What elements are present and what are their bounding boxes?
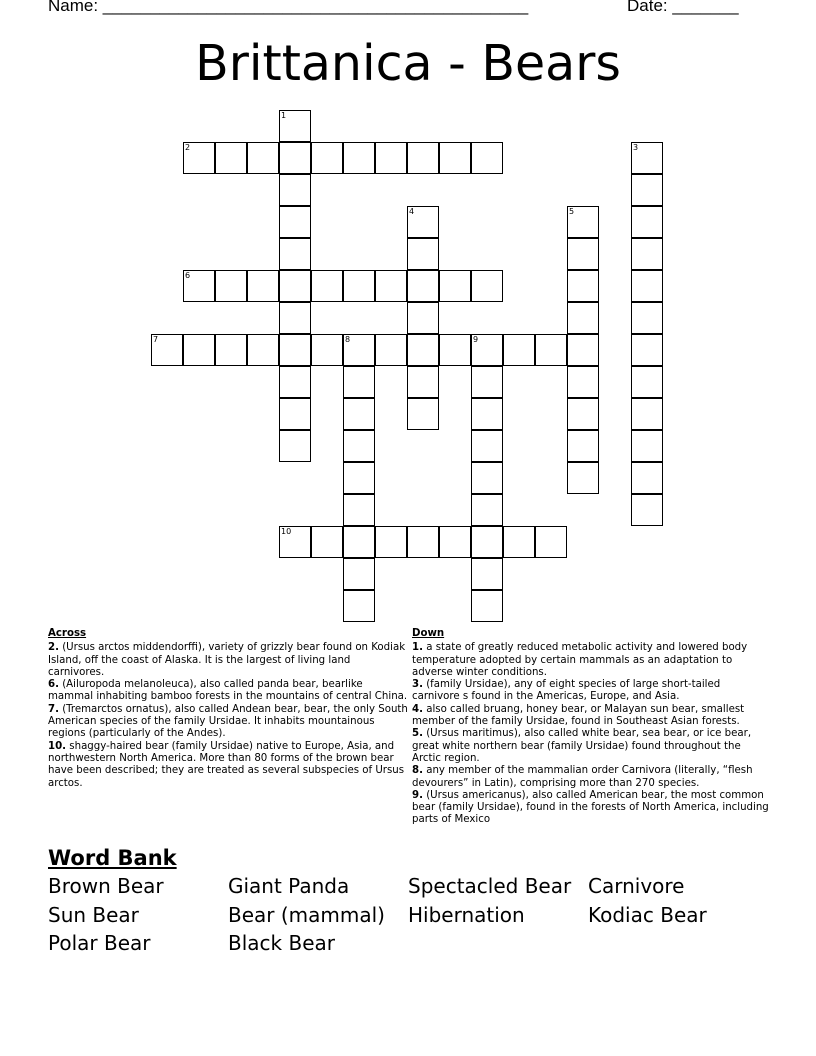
word-bank-item: Giant Panda bbox=[228, 874, 350, 898]
clue-number: 10 bbox=[281, 527, 292, 536]
grid-cell[interactable] bbox=[503, 334, 535, 366]
clue-number-label: 4. bbox=[412, 703, 423, 715]
across-clue bbox=[48, 642, 408, 679]
across-clue-list bbox=[48, 642, 408, 790]
grid-cell[interactable] bbox=[343, 462, 375, 494]
grid-cell[interactable] bbox=[471, 430, 503, 462]
down-clue bbox=[412, 679, 770, 704]
name-field[interactable]: Name: _____________________________________________ bbox=[48, 0, 529, 15]
clue-number-label: 8. bbox=[412, 765, 423, 777]
grid-cell[interactable] bbox=[279, 526, 311, 558]
grid-cell[interactable] bbox=[343, 526, 375, 558]
grid-cell[interactable] bbox=[279, 334, 311, 366]
grid-cell[interactable] bbox=[631, 302, 663, 334]
across-clue bbox=[48, 679, 408, 704]
down-clues bbox=[412, 628, 770, 827]
grid-cell[interactable] bbox=[279, 142, 311, 174]
grid-cell[interactable] bbox=[247, 334, 279, 366]
across-clue bbox=[48, 741, 408, 790]
grid-cell[interactable] bbox=[311, 526, 343, 558]
grid-cell[interactable] bbox=[343, 494, 375, 526]
grid-cell[interactable] bbox=[567, 238, 599, 270]
down-clue bbox=[412, 704, 770, 729]
grid-cell[interactable] bbox=[311, 142, 343, 174]
clue-number-label: 10. bbox=[48, 740, 67, 752]
grid-cell[interactable] bbox=[535, 334, 567, 366]
grid-cell[interactable] bbox=[567, 366, 599, 398]
grid-cell[interactable] bbox=[183, 142, 215, 174]
grid-cell[interactable] bbox=[567, 430, 599, 462]
date-field[interactable]: Date: _______ bbox=[627, 0, 739, 15]
clue-number: 6 bbox=[185, 271, 191, 280]
grid-cell[interactable] bbox=[567, 302, 599, 334]
grid-cell[interactable] bbox=[375, 334, 407, 366]
grid-cell[interactable] bbox=[279, 238, 311, 270]
grid-cell[interactable] bbox=[407, 270, 439, 302]
clue-text: (Ailuropoda melanoleuca), also called panda bear, bearlike mammal inhabiting bamboo forests in the mountains of central China. bbox=[48, 679, 408, 703]
clue-number-label: 6. bbox=[48, 679, 59, 691]
grid-cell[interactable] bbox=[471, 558, 503, 590]
down-clue-list bbox=[412, 642, 770, 826]
page-title: Brittanica - Bears bbox=[195, 35, 621, 92]
clue-number-label: 7. bbox=[48, 703, 59, 715]
clue-number: 5 bbox=[569, 207, 575, 216]
grid-cell[interactable] bbox=[279, 110, 311, 142]
clue-text: (Ursus americanus), also called American bear, the most common bear (family Ursidae), found in the forests of North America, including parts of Mexico bbox=[412, 789, 769, 826]
grid-cell[interactable] bbox=[279, 398, 311, 430]
grid-cell[interactable] bbox=[471, 270, 503, 302]
grid-cell[interactable] bbox=[311, 270, 343, 302]
grid-cell[interactable] bbox=[567, 334, 599, 366]
grid-cell[interactable] bbox=[407, 366, 439, 398]
grid-cell[interactable] bbox=[439, 142, 471, 174]
grid-cell[interactable] bbox=[279, 302, 311, 334]
grid-cell[interactable] bbox=[247, 270, 279, 302]
grid-cell[interactable] bbox=[343, 366, 375, 398]
grid-cell[interactable] bbox=[407, 334, 439, 366]
clue-number: 9 bbox=[473, 335, 479, 344]
grid-cell[interactable] bbox=[279, 206, 311, 238]
grid-cell[interactable] bbox=[567, 398, 599, 430]
grid-cell[interactable] bbox=[439, 270, 471, 302]
word-bank-item: Kodiac Bear bbox=[588, 902, 707, 927]
word-bank-item: Carnivore bbox=[588, 874, 685, 898]
clue-text: also called bruang, honey bear, or Malayan sun bear, smallest member of the family Ursidae, found in Southeast Asian forests. bbox=[412, 703, 745, 728]
grid-cell[interactable] bbox=[343, 558, 375, 590]
across-clue bbox=[48, 704, 408, 741]
grid-cell[interactable] bbox=[471, 334, 503, 366]
across-heading: Across bbox=[48, 628, 87, 639]
grid-cell[interactable] bbox=[343, 398, 375, 430]
word-bank bbox=[48, 872, 768, 958]
grid-cell[interactable] bbox=[439, 526, 471, 558]
clue-text: (family Ursidae), any of eight species of large short-tailed carnivore s found in the Americas, Europe, and Asia. bbox=[412, 679, 721, 703]
word-bank-item: Brown Bear bbox=[48, 874, 164, 898]
clue-text: (Ursus maritimus), also called white bear, sea bear, or ice bear, great white northern bear (family Ursidae) found throughout the Arctic region. bbox=[412, 728, 752, 764]
clue-number-label: 2. bbox=[48, 642, 59, 654]
word-bank-title: Word Bank bbox=[48, 846, 177, 870]
clue-text: shaggy-haired bear (family Ursidae) native to Europe, Asia, and northwestern North America. More than 80 forms of the brown bear have been described; they are treated as several subspecies of Ursus arctos. bbox=[48, 740, 405, 789]
grid-cell[interactable] bbox=[631, 270, 663, 302]
grid-cell[interactable] bbox=[375, 270, 407, 302]
grid-cell[interactable] bbox=[343, 590, 375, 622]
down-clue bbox=[412, 728, 770, 765]
grid-cell[interactable] bbox=[471, 462, 503, 494]
grid-cell[interactable] bbox=[471, 494, 503, 526]
grid-cell[interactable] bbox=[183, 270, 215, 302]
grid-cell[interactable] bbox=[567, 462, 599, 494]
grid-cell[interactable] bbox=[343, 334, 375, 366]
grid-cell[interactable] bbox=[631, 494, 663, 526]
grid-cell[interactable] bbox=[471, 366, 503, 398]
grid-cell[interactable] bbox=[567, 270, 599, 302]
grid-cell[interactable] bbox=[567, 206, 599, 238]
clue-number-label: 3. bbox=[412, 679, 423, 691]
clue-number-label: 5. bbox=[412, 728, 423, 740]
grid-cell[interactable] bbox=[407, 398, 439, 430]
grid-cell[interactable] bbox=[215, 270, 247, 302]
grid-cell[interactable] bbox=[471, 526, 503, 558]
clue-number: 1 bbox=[281, 111, 287, 120]
grid-cell[interactable] bbox=[407, 526, 439, 558]
grid-cell[interactable] bbox=[471, 590, 503, 622]
grid-cell[interactable] bbox=[343, 430, 375, 462]
grid-cell[interactable] bbox=[439, 334, 471, 366]
word-bank-item: Hibernation bbox=[408, 902, 525, 927]
grid-cell[interactable] bbox=[151, 334, 183, 366]
clue-text: any member of the mammalian order Carnivora (literally, “flesh devourers” in Latin), comprising more than 270 species. bbox=[412, 765, 753, 789]
grid-cell[interactable] bbox=[215, 334, 247, 366]
word-bank-item: Spectacled Bear bbox=[408, 874, 572, 898]
across-clues bbox=[48, 628, 408, 790]
grid-cell[interactable] bbox=[471, 398, 503, 430]
grid-cell[interactable] bbox=[503, 526, 535, 558]
down-clue bbox=[412, 790, 770, 827]
grid-cell[interactable] bbox=[407, 142, 439, 174]
clue-number-label: 1. bbox=[412, 642, 423, 654]
clue-text: (Ursus arctos middendorffi), variety of grizzly bear found on Kodiak Island, off the coast of Alaska. It is the largest of living land carnivores. bbox=[48, 642, 406, 678]
clue-number: 7 bbox=[153, 335, 159, 344]
clue-number: 8 bbox=[345, 335, 351, 344]
grid-cell[interactable] bbox=[631, 366, 663, 398]
grid-cell[interactable] bbox=[375, 142, 407, 174]
grid-cell[interactable] bbox=[407, 302, 439, 334]
grid-cell[interactable] bbox=[407, 238, 439, 270]
word-bank-item: Bear (mammal) bbox=[228, 902, 385, 927]
grid-cell[interactable] bbox=[631, 334, 663, 366]
down-heading: Down bbox=[412, 628, 445, 639]
grid-cell[interactable] bbox=[631, 142, 663, 174]
grid-cell[interactable] bbox=[631, 430, 663, 462]
clue-number-label: 9. bbox=[412, 789, 423, 801]
grid-cell[interactable] bbox=[631, 398, 663, 430]
grid-cell[interactable] bbox=[215, 142, 247, 174]
grid-cell[interactable] bbox=[247, 142, 279, 174]
grid-cell[interactable] bbox=[535, 526, 567, 558]
grid-cell[interactable] bbox=[631, 462, 663, 494]
word-bank-item: Polar Bear bbox=[48, 931, 151, 955]
clue-number: 2 bbox=[185, 143, 191, 152]
grid-cell[interactable] bbox=[375, 526, 407, 558]
grid-cell[interactable] bbox=[407, 206, 439, 238]
down-clue bbox=[412, 765, 770, 790]
grid-cell[interactable] bbox=[279, 270, 311, 302]
clue-number: 4 bbox=[409, 207, 415, 216]
clue-text: a state of greatly reduced metabolic activity and lowered body temperature adopted by certain mammals as an adaptation to adverse winter conditions. bbox=[412, 642, 748, 678]
down-clue bbox=[412, 642, 770, 679]
grid-cell[interactable] bbox=[343, 270, 375, 302]
clue-number: 3 bbox=[633, 143, 639, 152]
grid-cell[interactable] bbox=[311, 334, 343, 366]
grid-cell[interactable] bbox=[279, 174, 311, 206]
word-bank-item: Sun Bear bbox=[48, 902, 139, 927]
word-bank-item: Black Bear bbox=[228, 931, 335, 955]
grid-cell[interactable] bbox=[279, 430, 311, 462]
grid-cell[interactable] bbox=[631, 174, 663, 206]
grid-cell[interactable] bbox=[471, 142, 503, 174]
grid-cell[interactable] bbox=[279, 366, 311, 398]
clue-text: (Tremarctos ornatus), also called Andean bear, bear, the only South American species of the family Ursidae. It inhabits mountainous regions (particularly of the Andes). bbox=[48, 703, 408, 740]
grid-cell[interactable] bbox=[631, 238, 663, 270]
grid-cell[interactable] bbox=[343, 142, 375, 174]
grid-cell[interactable] bbox=[631, 206, 663, 238]
grid-cell[interactable] bbox=[183, 334, 215, 366]
